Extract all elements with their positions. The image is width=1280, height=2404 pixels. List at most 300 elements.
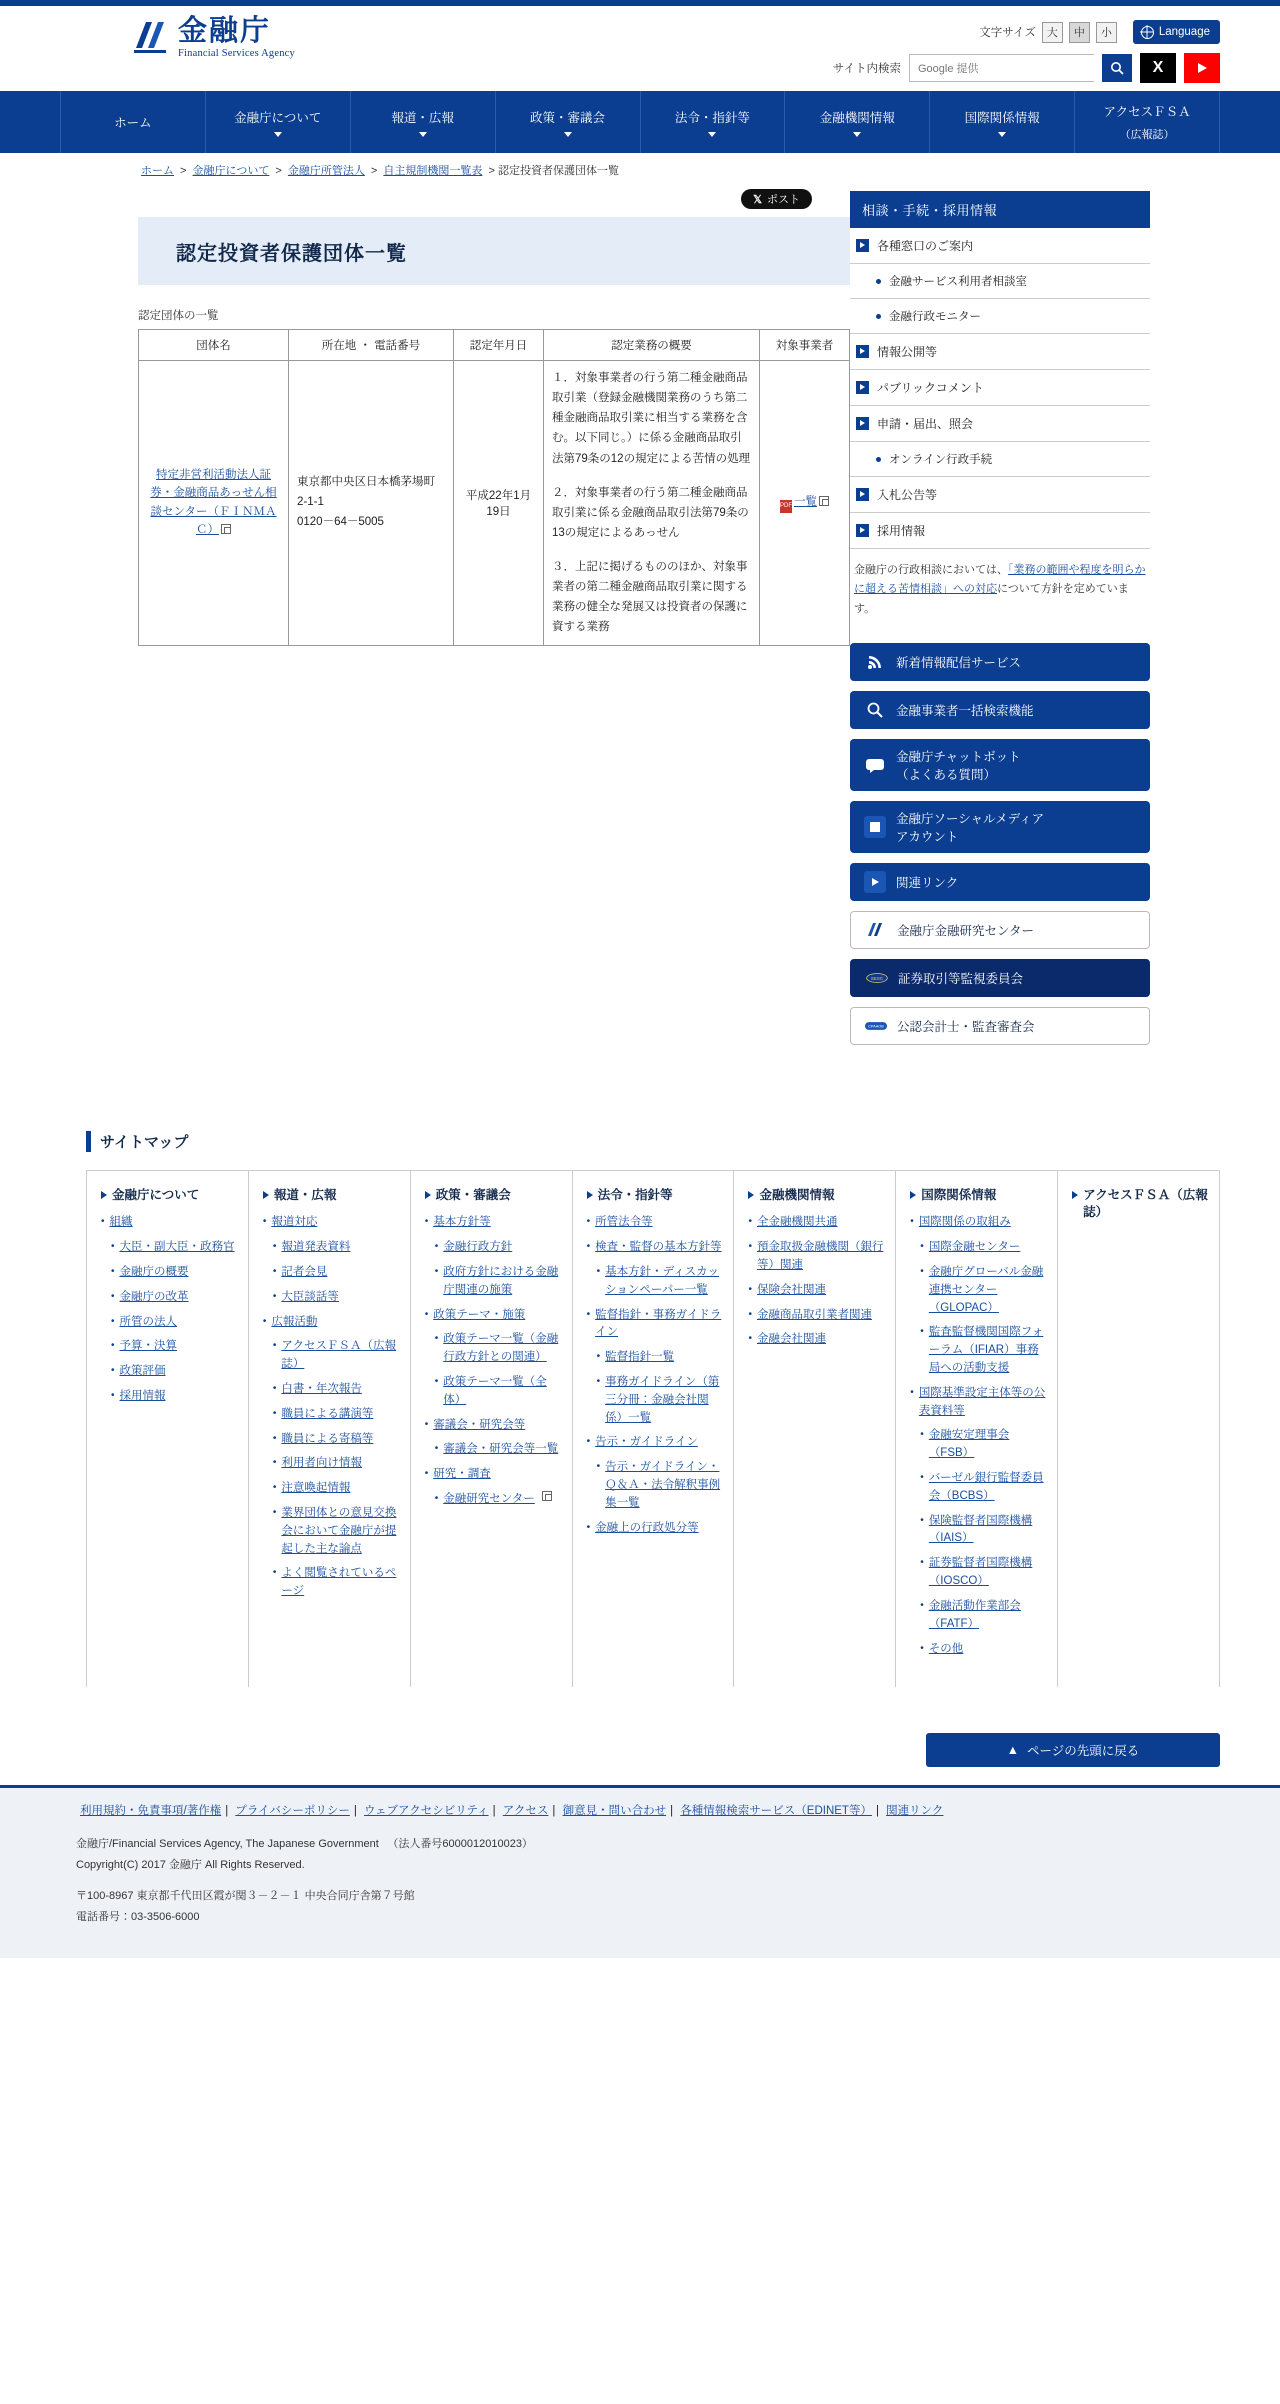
sitemap-link[interactable]	[910, 1264, 1047, 1317]
sitemap-link-label[interactable]: 職員による寄稿等	[281, 1432, 374, 1445]
sitemap-link[interactable]	[263, 1565, 400, 1601]
site-search	[833, 53, 1220, 83]
sitemap-link[interactable]	[587, 1239, 724, 1257]
sitemap-link[interactable]	[263, 1289, 400, 1307]
target-list-link[interactable]: 一覧	[794, 495, 817, 508]
table-header-row	[139, 330, 850, 361]
sitemap-link-label[interactable]: 政策テーマ一覧（金融行政方針との関連）	[443, 1333, 559, 1364]
sitemap-heading[interactable]	[425, 1187, 562, 1205]
nav-label: 法令・指針等	[674, 110, 750, 125]
nav-item-international[interactable]	[930, 91, 1075, 153]
sitemap-heading[interactable]	[263, 1187, 400, 1205]
nav-item-laws[interactable]	[641, 91, 786, 153]
sitemap-link[interactable]	[263, 1338, 400, 1374]
bullet-icon: •	[748, 1333, 752, 1345]
sidebar-item-tenders[interactable]	[850, 477, 1150, 513]
sitemap-link-label[interactable]: 金融安定理事会（FSB）	[928, 1429, 1010, 1460]
arrow-square-icon	[856, 417, 869, 430]
sitemap-link[interactable]	[748, 1214, 885, 1232]
bullet-icon: •	[748, 1308, 752, 1320]
sns-icon	[864, 816, 886, 838]
sitemap-link[interactable]	[425, 1307, 562, 1325]
nav-label: ホーム	[114, 116, 152, 130]
sitemap-link-label[interactable]: 金融会社関連	[756, 1333, 826, 1346]
certified-organizations-table	[138, 329, 850, 646]
nav-label: 政策・審議会	[530, 110, 606, 125]
nav-label: アクセスＦＳＡ	[1103, 105, 1191, 119]
bullet-icon: •	[434, 1375, 439, 1387]
sitemap-link-label[interactable]: 検査・監督の基本方針等	[595, 1241, 722, 1254]
sitemap-link-label[interactable]: 預金取扱金融機関（銀行等）関連	[756, 1241, 884, 1271]
cell-organization-name	[139, 361, 289, 646]
sitemap-link-label[interactable]: 注意喚起情報	[281, 1482, 351, 1495]
font-size-large-button[interactable]: 大	[1042, 22, 1063, 43]
sitemap-link[interactable]	[101, 1388, 238, 1406]
x-link[interactable]: X	[1140, 53, 1176, 83]
sitemap-link[interactable]	[425, 1491, 562, 1509]
bullet-icon: •	[111, 1315, 115, 1327]
bullet-icon: •	[586, 1241, 591, 1253]
bullet-icon: •	[596, 1265, 601, 1277]
sidebar-item-disclosure[interactable]	[850, 334, 1150, 370]
bullet-icon: •	[920, 1642, 924, 1654]
sitemap-link-label[interactable]: 大臣談話等	[281, 1290, 339, 1303]
sitemap-link-label[interactable]: 金融上の行政処分等	[595, 1521, 699, 1534]
sitemap-link[interactable]	[425, 1239, 562, 1257]
sitemap-link-label[interactable]: 利用者向け情報	[281, 1457, 362, 1470]
banner-cpaaob[interactable]	[850, 1007, 1150, 1045]
banner-social-media[interactable]	[850, 801, 1150, 853]
up-arrow-icon: ▲	[1006, 1743, 1020, 1758]
sitemap-link[interactable]	[748, 1331, 885, 1349]
sitemap-link[interactable]	[101, 1338, 238, 1356]
language-button[interactable]	[1133, 20, 1220, 44]
footer-link-privacy[interactable]: プライバシーポリシー	[235, 1805, 350, 1818]
sitemap-heading[interactable]	[101, 1187, 238, 1205]
sitemap-link[interactable]	[910, 1513, 1047, 1549]
sitemap-link-label[interactable]: 金融活動作業部会（FATF）	[928, 1599, 1021, 1630]
sitemap-heading[interactable]	[910, 1187, 1047, 1205]
sitemap-link-label[interactable]: 金融庁の概要	[119, 1265, 189, 1278]
bullet-icon: •	[272, 1567, 277, 1579]
bullet-icon: •	[920, 1326, 924, 1338]
chevron-down-icon	[998, 132, 1006, 137]
nav-item-about[interactable]	[206, 91, 351, 153]
bullet-icon: •	[272, 1432, 277, 1444]
footer-link-access[interactable]: アクセス	[502, 1805, 549, 1818]
sitemap-link[interactable]	[263, 1314, 400, 1332]
table-row	[139, 361, 850, 646]
nav-label: 国際関係情報	[964, 110, 1040, 125]
bullet-icon: •	[101, 1216, 105, 1228]
sitemap-column-institutions	[734, 1171, 896, 1688]
banner-label-wrap	[896, 747, 1021, 783]
chevron-down-icon	[564, 132, 572, 137]
bullet-icon	[876, 457, 881, 462]
bullet-icon: •	[434, 1333, 439, 1345]
footer-link-edinet[interactable]: 各種情報検索サービス（EDINET等）	[680, 1805, 872, 1818]
sitemap-link[interactable]	[910, 1214, 1047, 1232]
search-button[interactable]	[1102, 54, 1132, 82]
sidebar-item-consultation-office[interactable]	[850, 264, 1150, 299]
sitemap-link[interactable]	[425, 1441, 562, 1459]
page-title: 認定投資者保護団体一覧	[176, 240, 407, 265]
sitemap-link[interactable]	[263, 1406, 400, 1424]
bullet-icon: •	[111, 1265, 115, 1277]
triangle-icon	[101, 1191, 107, 1199]
sitemap-link-label[interactable]: 事務ガイドライン（第三分冊：金融会社関係）一覧	[605, 1375, 720, 1424]
sitemap-heading-label: 政策・審議会	[435, 1187, 511, 1202]
triangle-icon	[748, 1191, 754, 1199]
sitemap-link-label[interactable]: 金融行政方針	[443, 1241, 513, 1254]
banner-label: 関連リンク	[896, 875, 959, 890]
sitemap-link-label[interactable]: 金融研究センター	[443, 1493, 535, 1505]
bullet-icon: •	[910, 1216, 914, 1228]
breadcrumb-item-about[interactable]: 金融庁について	[192, 165, 270, 177]
summary-item-1: １．対象事業者の行う第二種金融商品取引業（登録金融機関業務のうち第二種金融商品取引業に相当する業務を含む。以下同じ。）に係る金融商品取引法第79条の12の規定による苦情の処理	[552, 372, 751, 465]
sitemap-link[interactable]	[587, 1214, 724, 1232]
sitemap-link-label[interactable]: 白書・年次報告	[281, 1382, 362, 1395]
x-post-button[interactable]	[741, 189, 812, 209]
breadcrumb-item-home[interactable]: ホーム	[141, 165, 174, 177]
bullet-icon: •	[272, 1290, 277, 1302]
font-size-medium-button[interactable]: 中	[1069, 22, 1090, 43]
sitemap-link[interactable]	[263, 1480, 400, 1498]
sitemap-link-label[interactable]: よく閲覧されているページ	[281, 1567, 397, 1598]
sidebar-item-label: 金融サービス利用者相談室	[889, 276, 1027, 288]
sidebar-item-label: 申請・届出、照会	[877, 417, 974, 431]
sitemap-link-label[interactable]: 組織	[109, 1216, 133, 1229]
bullet-icon: •	[272, 1340, 277, 1352]
sitemap-link[interactable]	[910, 1427, 1047, 1463]
chevron-down-icon	[274, 132, 282, 137]
sitemap-link[interactable]	[263, 1431, 400, 1449]
sidebar-item-label: 採用情報	[877, 524, 926, 538]
footer-phone: 電話番号：03-3506-6000	[76, 1910, 200, 1923]
sitemap-link-label[interactable]: 報道対応	[271, 1216, 318, 1229]
sidebar-note	[850, 549, 1150, 633]
back-to-top-button[interactable]	[926, 1733, 1220, 1767]
sitemap-link-label[interactable]: 告示・ガイドライン・Ｑ＆Ａ・法令解釈事例集一覧	[605, 1461, 721, 1509]
sitemap-link-label[interactable]: 政策テーマ・施策	[433, 1308, 526, 1321]
sitemap-link-label[interactable]: 国際金融センター	[928, 1241, 1021, 1254]
sitemap-link-label[interactable]: その他	[928, 1642, 964, 1655]
sitemap-link-label[interactable]: 広報活動	[271, 1315, 318, 1328]
bullet-icon: •	[424, 1308, 429, 1320]
sitemap-link-label[interactable]: 採用情報	[119, 1389, 166, 1402]
bullet-icon: •	[586, 1521, 591, 1533]
sitemap-link-label[interactable]: 所管法令等	[595, 1216, 653, 1229]
sitemap-link[interactable]	[587, 1349, 724, 1367]
bullet-icon: •	[434, 1493, 439, 1504]
sidebar-note-link[interactable]: 「業務の範囲や程度を明らかに超える苦情相談」への対応	[854, 564, 1146, 596]
sidebar-item-label: オンライン行政手続	[889, 454, 993, 466]
banner-related-links[interactable]	[850, 863, 1150, 901]
sidebar-item-recruitment[interactable]	[850, 513, 1150, 549]
sitemap-link[interactable]	[101, 1314, 238, 1332]
external-link-icon	[542, 1491, 552, 1501]
banner-operator-search[interactable]	[850, 691, 1150, 729]
sitemap-link[interactable]	[101, 1264, 238, 1282]
banner-label: 公認会計士・監査審査会	[897, 1019, 1035, 1034]
sidebar-item-label: 情報公開等	[877, 345, 938, 359]
sitemap-link-label[interactable]: 政策評価	[119, 1365, 166, 1378]
sitemap-link[interactable]	[263, 1505, 400, 1558]
play-icon	[1198, 63, 1207, 73]
language-label: Language	[1158, 26, 1210, 38]
bullet-icon: •	[748, 1283, 752, 1295]
sitemap-link[interactable]	[425, 1331, 562, 1367]
nav-label: 金融機関情報	[819, 110, 895, 125]
sitemap-heading[interactable]	[587, 1187, 724, 1205]
sitemap-link[interactable]	[748, 1239, 885, 1275]
footer-agency-line: 金融庁/Financial Services Agency, The Japanese Government （法人番号6000012010023）	[76, 1838, 533, 1851]
sidebar-item-label: パブリックコメント	[877, 381, 984, 395]
sitemap-heading-label: 報道・広報	[273, 1187, 337, 1202]
sitemap-column-about	[86, 1171, 249, 1688]
sitemap-heading[interactable]	[1072, 1187, 1209, 1222]
sitemap-link[interactable]	[101, 1289, 238, 1307]
x-icon: 𝕏	[753, 193, 762, 206]
sitemap-link[interactable]	[748, 1282, 885, 1300]
chat-icon	[864, 754, 886, 776]
sitemap-link-label[interactable]: 保険監督者国際機構（IAIS）	[928, 1514, 1033, 1545]
nav-item-home[interactable]	[60, 91, 206, 153]
sitemap-link[interactable]	[748, 1307, 885, 1325]
bullet-icon: •	[920, 1241, 924, 1253]
chevron-down-icon	[708, 132, 716, 137]
sitemap-link[interactable]	[587, 1374, 724, 1427]
back-to-top-label: ページの先頭に戻る	[1027, 1744, 1140, 1759]
cell-address	[289, 361, 454, 646]
sitemap-link[interactable]	[263, 1214, 400, 1232]
sidebar-item-monitor[interactable]	[850, 299, 1150, 334]
footer-link-accessibility[interactable]: ウェブアクセシビリティ	[364, 1805, 489, 1818]
sitemap-link[interactable]	[910, 1555, 1047, 1591]
sitemap-link[interactable]	[425, 1374, 562, 1410]
site-logo[interactable]	[60, 13, 295, 59]
rss-icon	[864, 651, 886, 673]
sitemap-link-label[interactable]: 告示・ガイドライン	[595, 1436, 698, 1449]
sidebar-item-online-procedures[interactable]	[850, 442, 1150, 477]
bullet-icon: •	[596, 1351, 601, 1363]
bullet-icon: •	[272, 1407, 277, 1419]
bullet-icon: •	[920, 1557, 924, 1569]
bullet-icon: •	[434, 1443, 439, 1455]
sitemap-link[interactable]	[587, 1264, 724, 1300]
banner-chatbot[interactable]	[850, 739, 1150, 791]
sitemap-link[interactable]	[263, 1239, 400, 1257]
bullet-icon: •	[596, 1461, 601, 1473]
bullet-icon: •	[272, 1241, 277, 1253]
sidebar	[850, 185, 1150, 1045]
sitemap-column-policy	[411, 1171, 573, 1688]
cell-summary	[544, 361, 760, 646]
site-footer	[0, 1785, 1280, 1958]
breadcrumb: ホーム > 金融庁について > 金融庁所管法人 > 自主規制機関一覧表 > 認定投資者保護団体一覧	[0, 153, 1280, 185]
sidebar-item-applications[interactable]	[850, 406, 1150, 442]
sitemap-link-label[interactable]: バーゼル銀行監督委員会（BCBS）	[928, 1472, 1044, 1502]
sitemap-link[interactable]	[910, 1598, 1047, 1634]
sitemap-link-label[interactable]: 審議会・研究会等	[433, 1418, 526, 1431]
sitemap-link[interactable]	[910, 1239, 1047, 1257]
search-icon	[864, 699, 886, 721]
sitemap-link[interactable]	[101, 1363, 238, 1381]
sitemap-link-label[interactable]: 職員による講演等	[281, 1407, 374, 1420]
sitemap-link[interactable]	[101, 1239, 238, 1257]
font-size-small-button[interactable]: 小	[1096, 22, 1117, 43]
external-link-icon	[819, 496, 829, 506]
fsa-research-icon	[865, 919, 887, 941]
sitemap-link[interactable]	[263, 1455, 400, 1473]
sitemap-link[interactable]	[263, 1264, 400, 1282]
sitemap-link-label[interactable]: 基本方針等	[433, 1216, 491, 1229]
sitemap-link-label[interactable]: 政府方針における金融庁関連の施策	[443, 1265, 559, 1296]
sitemap-title: サイトマップ	[86, 1131, 1220, 1152]
bullet-icon: •	[424, 1216, 429, 1228]
nav-item-institutions[interactable]	[785, 91, 930, 153]
sitemap-link-label[interactable]: 審議会・研究会等一覧	[443, 1443, 559, 1456]
column-header-summary: 認定業務の概要	[544, 330, 760, 361]
banner-label-line2: アカウント	[896, 829, 959, 844]
search-icon	[1110, 61, 1124, 75]
bullet-icon: •	[920, 1514, 924, 1526]
sitemap-link[interactable]	[910, 1324, 1047, 1377]
cpaaob-icon	[865, 1015, 887, 1037]
sitemap-link-label[interactable]: 研究・調査	[433, 1468, 491, 1481]
bullet-icon: •	[920, 1265, 924, 1277]
breadcrumb-item-sro-list[interactable]: 自主規制機関一覧表	[383, 165, 483, 177]
sidebar-item-public-comment[interactable]	[850, 370, 1150, 406]
post-button-label: ポスト	[767, 194, 800, 206]
sitemap-link-label[interactable]: 政策テーマ一覧（全体）	[443, 1375, 547, 1406]
footer-link-contact[interactable]: 御意見・問い合わせ	[562, 1805, 667, 1818]
sitemap-link-label[interactable]: 業界団体との意見交換会において金融庁が提起した主な論点	[281, 1507, 397, 1555]
sitemap-link[interactable]	[587, 1520, 724, 1538]
main-navigation	[0, 91, 1280, 153]
sitemap-link[interactable]	[425, 1214, 562, 1232]
banner-label-wrap	[896, 809, 1044, 845]
sitemap-link[interactable]	[425, 1264, 562, 1300]
sitemap-link-label[interactable]: 所管の法人	[119, 1315, 178, 1328]
bullet-icon: •	[272, 1507, 277, 1518]
sitemap-link[interactable]	[910, 1385, 1047, 1421]
sidebar-item-label: 入札公告等	[877, 488, 938, 502]
sitemap-link[interactable]	[101, 1214, 238, 1232]
sitemap-link-label[interactable]: 予算・決算	[119, 1340, 178, 1353]
sitemap-column-access-fsa	[1058, 1171, 1220, 1688]
bullet-icon: •	[748, 1216, 752, 1228]
sitemap-link-label[interactable]: 監査監督機関国際フォーラム（IFIAR）事務局への活動支援	[928, 1326, 1044, 1374]
youtube-link[interactable]	[1184, 53, 1220, 83]
sitemap-heading-label: アクセスＦＳＡ（広報誌）	[1083, 1187, 1208, 1220]
bullet-icon: •	[111, 1389, 115, 1401]
bullet-icon: •	[272, 1457, 277, 1469]
phone-text: 0120－64－5005	[297, 515, 384, 528]
bullet-icon: •	[272, 1382, 277, 1394]
nav-item-policy[interactable]	[496, 91, 641, 153]
sidebar-note-pre: 金融庁の行政相談においては、	[854, 564, 1008, 576]
sitemap-link[interactable]	[910, 1470, 1047, 1506]
sitemap-link-label[interactable]: 報道発表資料	[281, 1241, 351, 1254]
svg-text:SESC: SESC	[870, 975, 884, 981]
chevron-down-icon	[853, 132, 861, 137]
banner-new-info-service[interactable]	[850, 643, 1150, 681]
footer-info	[76, 1834, 1220, 1928]
nav-item-access-fsa[interactable]	[1075, 91, 1220, 153]
banner-label-line2: （よくある質問）	[896, 767, 997, 782]
footer-links: 利用規約・免責事項/著作権 | プライバシーポリシー | ウェブアクセシビリティ | アクセス | 御意見・問い合わせ | 各種情報検索サービス（EDINET等） | 関連リンク	[80, 1805, 944, 1818]
nav-item-press[interactable]	[351, 91, 496, 153]
sitemap-heading[interactable]	[748, 1187, 885, 1205]
column-header-address: 所在地 ・ 電話番号	[289, 330, 454, 361]
sitemap-link[interactable]	[263, 1381, 400, 1399]
sitemap-link-label[interactable]: 金融庁の改革	[119, 1290, 189, 1303]
sitemap-link-label[interactable]: 記者会見	[281, 1265, 328, 1278]
sitemap-link[interactable]	[587, 1459, 724, 1512]
sitemap-link-label[interactable]: 大臣・副大臣・政務官	[119, 1241, 235, 1254]
sidebar-item-counters[interactable]	[850, 228, 1150, 264]
summary-item-3: ３．上記に掲げるもののほか、対象事業者の第二種金融商品取引業に関する業務の健全な発展又は投資者の保護に資する業務	[552, 561, 748, 634]
sitemap-link-label[interactable]: 基本方針・ディスカッションペーパー一覧	[605, 1265, 720, 1296]
sitemap-link-label[interactable]: 証券監督者国際機構（IOSCO）	[928, 1557, 1033, 1588]
sitemap-link[interactable]	[587, 1307, 724, 1343]
footer-link-terms[interactable]: 利用規約・免責事項/著作権	[80, 1805, 222, 1818]
address-text: 東京都中央区日本橋茅場町2-1-1	[297, 476, 435, 508]
sitemap-link-label[interactable]: 国際基準設定主体等の公表資料等	[918, 1386, 1046, 1417]
banner-research-center[interactable]	[850, 911, 1150, 949]
sitemap-link[interactable]	[425, 1466, 562, 1484]
bullet-icon: •	[262, 1315, 267, 1327]
sitemap-link-label[interactable]: 国際関係の取組み	[918, 1216, 1011, 1229]
bullet-icon: •	[272, 1265, 277, 1277]
sitemap-link-label[interactable]: 全金融機関共通	[756, 1216, 838, 1229]
sitemap-link-label[interactable]: 金融庁グローバル金融連携センター（GLOPAC）	[928, 1265, 1044, 1314]
bullet-icon	[876, 279, 881, 284]
triangle-icon	[263, 1191, 269, 1199]
globe-icon	[1141, 26, 1154, 39]
bullet-icon: •	[434, 1265, 439, 1277]
sitemap-link-label[interactable]: 保険会社関連	[756, 1283, 826, 1296]
sitemap-link-label[interactable]: アクセスＦＳＡ（広報誌）	[281, 1340, 397, 1371]
footer-link-related[interactable]: 関連リンク	[886, 1805, 944, 1818]
sitemap-link-label[interactable]: 監督指針・事務ガイドライン	[595, 1308, 722, 1339]
sitemap-column-international	[896, 1171, 1058, 1688]
sitemap-link-label[interactable]: 金融商品取引業者関連	[756, 1308, 872, 1321]
cell-certification-date: 平成22年1月19日	[454, 361, 544, 646]
site-header	[0, 6, 1280, 91]
bullet-icon: •	[920, 1472, 924, 1483]
sitemap-column-press	[249, 1171, 411, 1688]
sidebar-heading: 相談・手続・採用情報	[850, 191, 1150, 228]
sitemap-link[interactable]	[425, 1417, 562, 1435]
search-input[interactable]: Google 提供	[909, 54, 1094, 82]
main-content	[60, 185, 850, 646]
font-size-label: 文字サイズ	[979, 27, 1036, 39]
sitemap-link[interactable]	[910, 1641, 1047, 1659]
page-title-band	[138, 217, 850, 285]
sitemap-link-label[interactable]: 監督指針一覧	[605, 1351, 675, 1364]
sitemap-link[interactable]	[587, 1434, 724, 1452]
sitemap-heading-label: 国際関係情報	[921, 1187, 997, 1202]
bullet-icon: •	[434, 1241, 439, 1253]
bullet-icon: •	[424, 1418, 429, 1430]
arrow-square-icon	[856, 524, 869, 537]
breadcrumb-item-corporations[interactable]: 金融庁所管法人	[287, 165, 365, 177]
banner-sesc[interactable]	[850, 959, 1150, 997]
organization-link[interactable]: 特定非営利活動法人証券・金融商品あっせん相談センター（ＦＩＮＭＡＣ）	[150, 468, 277, 537]
logo-title-en: Financial Services Agency	[178, 48, 295, 59]
